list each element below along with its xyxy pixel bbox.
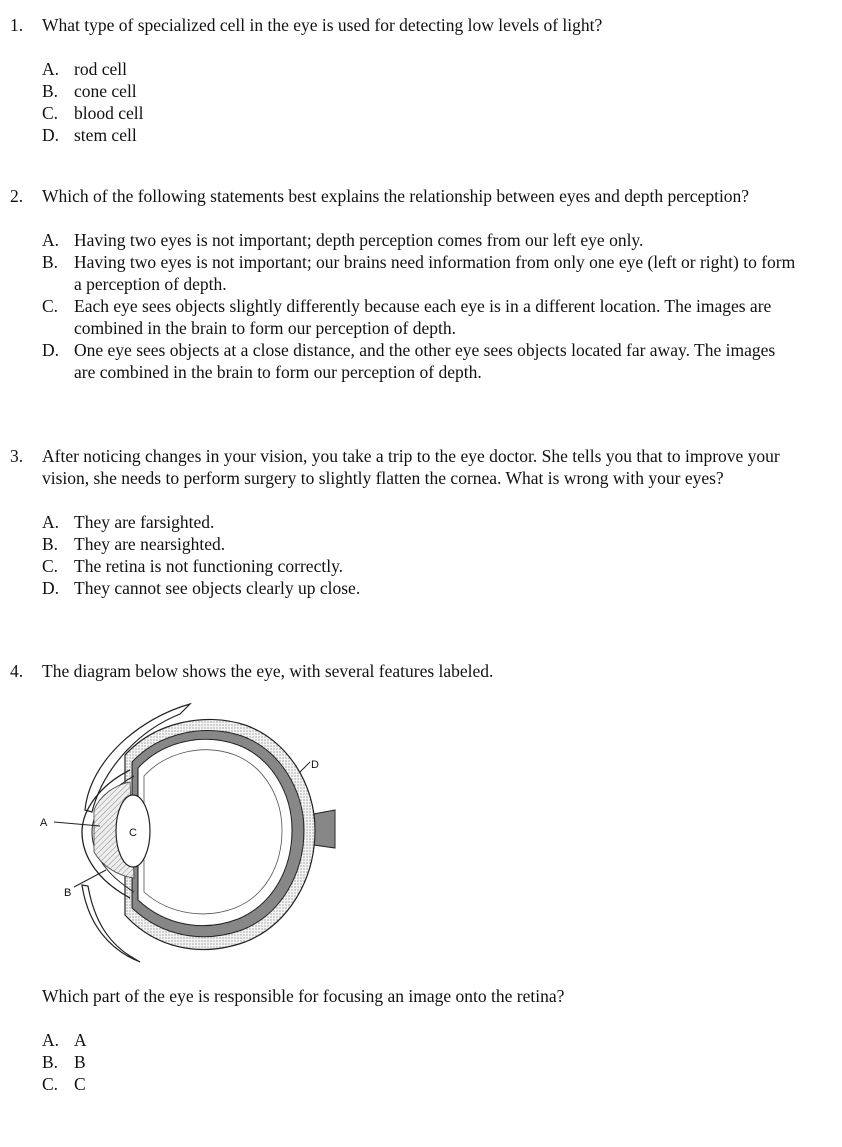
question-number: 1. bbox=[10, 15, 24, 35]
option-text: rod cell bbox=[74, 59, 127, 79]
question-number: 4. bbox=[10, 661, 24, 681]
answer-options bbox=[42, 58, 800, 146]
option-text: stem cell bbox=[74, 125, 137, 145]
option-c[interactable] bbox=[42, 295, 800, 339]
question-number: 3. bbox=[10, 446, 24, 466]
question-4-followup bbox=[42, 985, 802, 1095]
option-text: Having two eyes is not important; depth perception comes from our left eye only. bbox=[74, 230, 644, 250]
question-number: 2. bbox=[10, 186, 24, 206]
option-letter: A. bbox=[42, 512, 60, 532]
option-a[interactable] bbox=[42, 1029, 802, 1051]
label-d: D bbox=[311, 759, 319, 771]
option-c[interactable] bbox=[42, 102, 800, 124]
option-text: They cannot see objects clearly up close. bbox=[74, 578, 361, 598]
question-1 bbox=[10, 14, 800, 146]
option-letter: A. bbox=[42, 1030, 60, 1050]
option-d[interactable] bbox=[42, 339, 800, 383]
question-2 bbox=[10, 185, 800, 383]
option-text: B bbox=[74, 1052, 86, 1072]
label-d-pointer bbox=[300, 762, 310, 772]
option-b[interactable] bbox=[42, 251, 800, 295]
option-d[interactable] bbox=[42, 124, 800, 146]
question-text: Which of the following statements best explains the relationship between eyes and depth perception? bbox=[42, 186, 750, 206]
question-4 bbox=[10, 660, 800, 682]
eye-diagram bbox=[30, 700, 350, 970]
option-letter: D. bbox=[42, 340, 60, 360]
label-c: C bbox=[129, 827, 137, 839]
option-letter: D. bbox=[42, 125, 60, 145]
option-text: One eye sees objects at a close distance, and the other eye sees objects located far away. The images are combined in the brain to form our perception of depth. bbox=[74, 340, 776, 382]
option-b[interactable] bbox=[42, 80, 800, 102]
option-a[interactable] bbox=[42, 511, 800, 533]
option-letter: C. bbox=[42, 296, 59, 316]
label-b-pointer bbox=[74, 870, 106, 887]
option-text: Having two eyes is not important; our brains need information from only one eye (left or right) to form a perception of depth. bbox=[74, 252, 796, 294]
option-c[interactable] bbox=[42, 555, 800, 577]
option-b[interactable] bbox=[42, 533, 800, 555]
option-text: The retina is not functioning correctly. bbox=[74, 556, 344, 576]
option-text: Each eye sees objects slightly differently because each eye is in a different location. The images are combined in the brain to form our perception of depth. bbox=[74, 296, 772, 338]
option-b[interactable] bbox=[42, 1051, 802, 1073]
followup-text: Which part of the eye is responsible for focusing an image onto the retina? bbox=[42, 986, 565, 1006]
option-text: blood cell bbox=[74, 103, 144, 123]
option-a[interactable] bbox=[42, 229, 800, 251]
option-letter: D. bbox=[42, 578, 60, 598]
option-d[interactable] bbox=[42, 577, 800, 599]
option-text: They are nearsighted. bbox=[74, 534, 226, 554]
question-3 bbox=[10, 445, 800, 599]
question-text: After noticing changes in your vision, you take a trip to the eye doctor. She tells you that to improve your vision, she needs to perform surgery to slightly flatten the cornea. What is wrong with your eyes? bbox=[42, 446, 780, 488]
option-text: A bbox=[74, 1030, 87, 1050]
option-letter: C. bbox=[42, 103, 59, 123]
question-text: What type of specialized cell in the eye is used for detecting low levels of light? bbox=[42, 15, 603, 35]
option-c[interactable] bbox=[42, 1073, 802, 1095]
answer-options bbox=[42, 511, 800, 599]
label-b: B bbox=[64, 887, 72, 899]
option-a[interactable] bbox=[42, 58, 800, 80]
option-text: cone cell bbox=[74, 81, 137, 101]
question-text: The diagram below shows the eye, with several features labeled. bbox=[42, 661, 494, 681]
answer-options bbox=[42, 1029, 802, 1095]
option-letter: B. bbox=[42, 1052, 59, 1072]
option-text: C bbox=[74, 1074, 86, 1094]
option-letter: B. bbox=[42, 252, 59, 272]
option-letter: A. bbox=[42, 59, 60, 79]
answer-options bbox=[42, 229, 800, 383]
option-letter: B. bbox=[42, 534, 59, 554]
option-letter: C. bbox=[42, 556, 59, 576]
vitreous-body bbox=[144, 750, 282, 914]
label-a: A bbox=[40, 817, 48, 829]
option-letter: B. bbox=[42, 81, 59, 101]
option-text: They are farsighted. bbox=[74, 512, 215, 532]
option-letter: C. bbox=[42, 1074, 59, 1094]
option-letter: A. bbox=[42, 230, 60, 250]
